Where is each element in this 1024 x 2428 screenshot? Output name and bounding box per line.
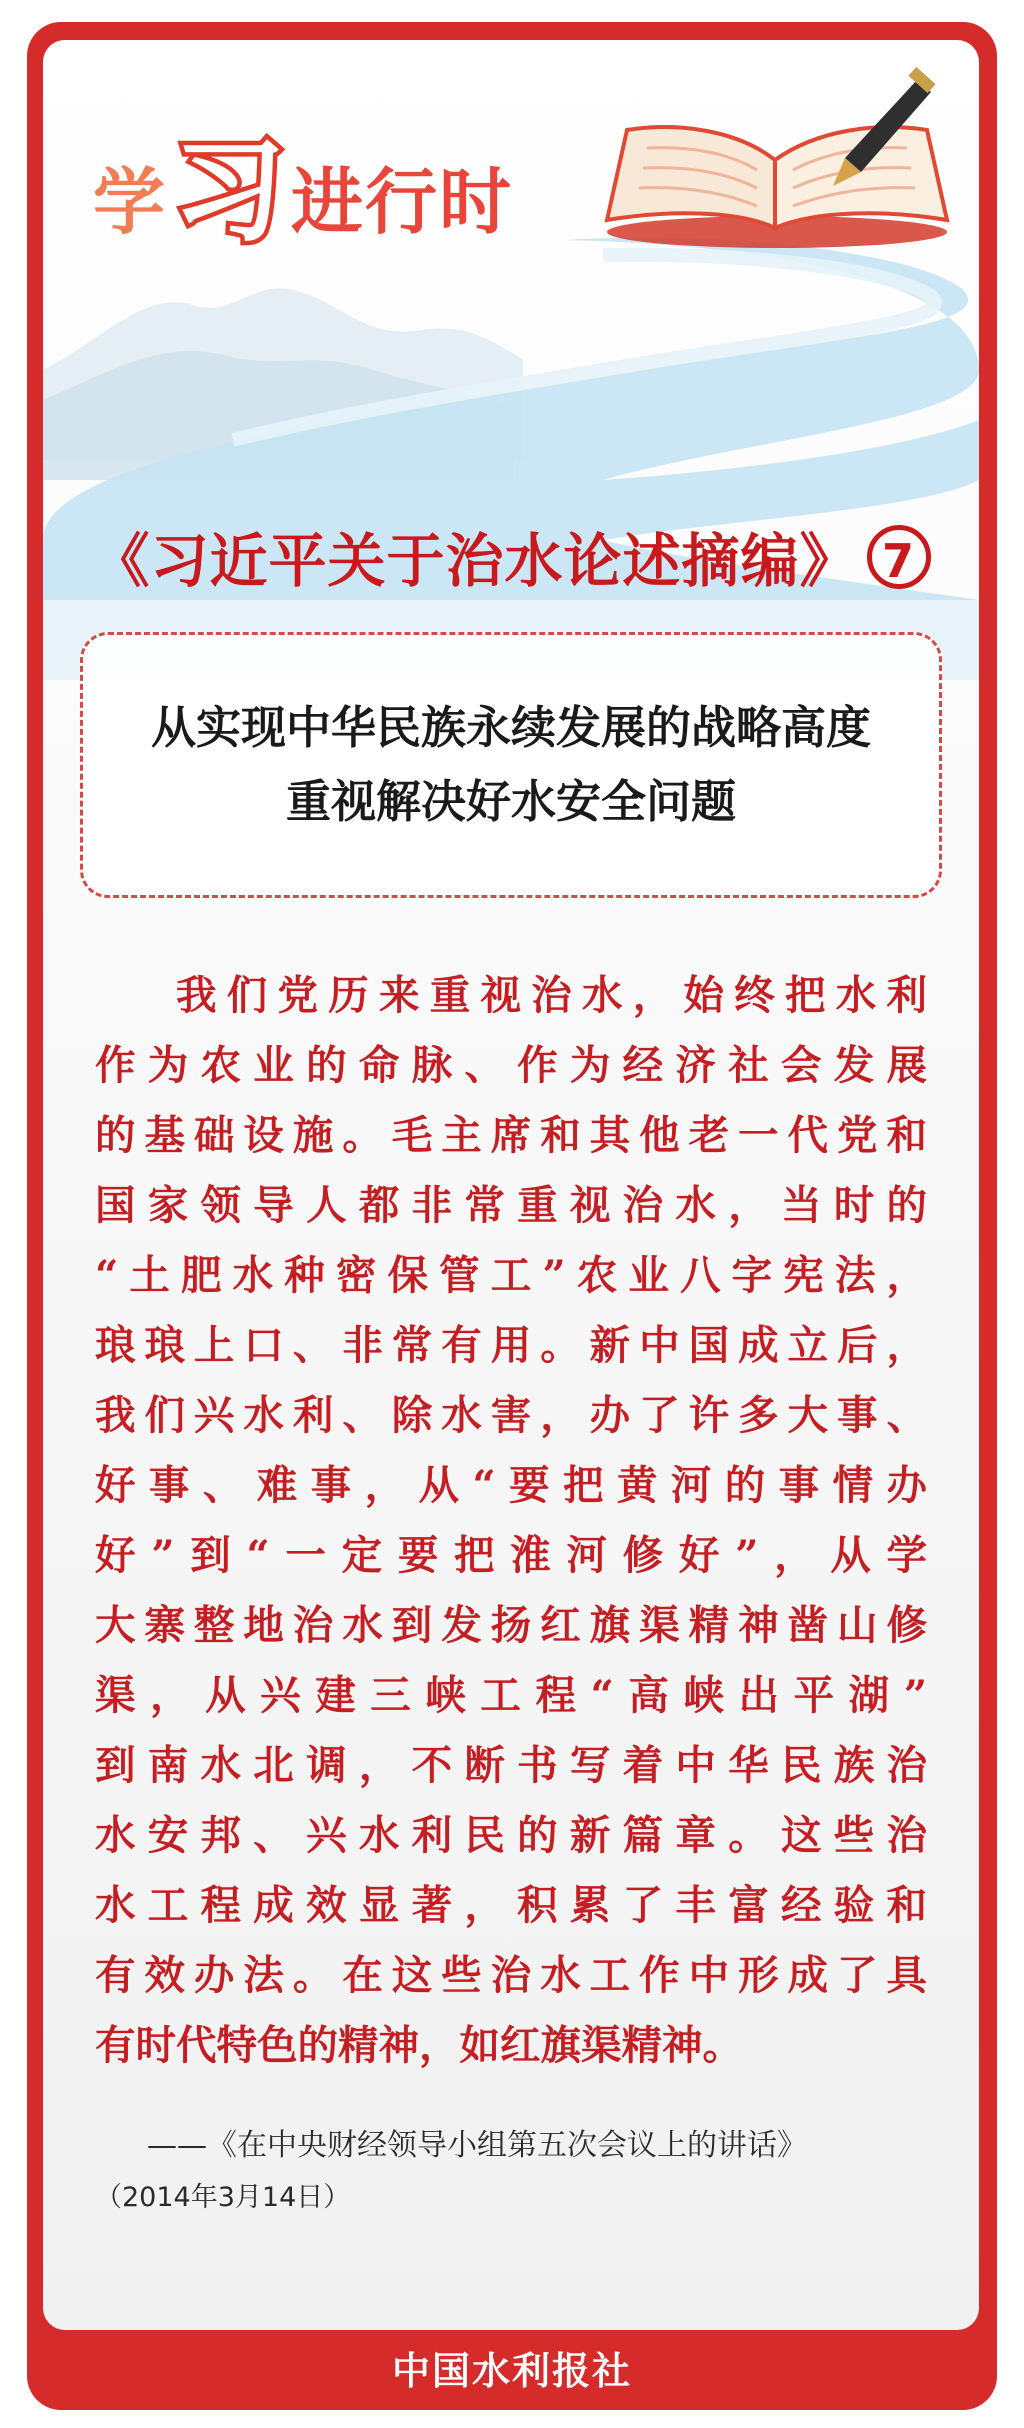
body-line: 作为农业的命脉、作为经济社会发展: [95, 1041, 927, 1089]
series-title: [43, 514, 979, 598]
column-brand-title: [93, 127, 514, 257]
body-line: 水工程成效显著，积累了丰富经验和: [95, 1881, 927, 1929]
body-line: 有时代特色的精神，如红旗渠精神。: [95, 2021, 743, 2069]
body-line: 水安邦、兴水利民的新篇章。这些治: [95, 1811, 927, 1859]
body-line: 渠，从兴建三峡工程“高峡出平湖”: [95, 1671, 927, 1719]
brand-char-xue: 学: [93, 160, 168, 244]
body-line: 有效办法。在这些治水工作中形成了具: [95, 1951, 927, 1999]
body-line: 的基础设施。毛主席和其他老一代党和: [95, 1111, 927, 1159]
topic-line-2: 重视解决好水安全问题: [285, 775, 736, 828]
body-line: 琅琅上口、非常有用。新中国成立后，: [95, 1321, 927, 1369]
topic-box: [80, 632, 942, 898]
series-title-text: 《习近平关于治水论述摘编》: [91, 527, 859, 595]
body-line: “土肥水种密保管工”农业八字宪法，: [95, 1251, 927, 1299]
quote-source: [95, 2120, 935, 2224]
body-line: 大寨整地治水到发扬红旗渠精神凿山修: [95, 1601, 927, 1649]
body-line: 好”到“一定要把淮河修好”，从学: [95, 1531, 927, 1579]
body-line: 到南水北调，不断书写着中华民族治: [95, 1741, 927, 1789]
body-line: 我们兴水利、除水害，办了许多大事、: [95, 1391, 927, 1439]
quote-body: [95, 960, 927, 2080]
source-date: （2014年3月14日）: [95, 2182, 351, 2213]
series-number-badge: 7: [867, 525, 931, 589]
open-book-icon: [587, 60, 957, 260]
body-line: 好事、难事，从“要把黄河的事情办: [95, 1461, 927, 1509]
topic-line-1: 从实现中华民族永续发展的战略高度: [150, 701, 871, 754]
body-line: 我们党历来重视治水，始终把水利: [176, 971, 927, 1019]
publisher-footer: 中国水利报社: [391, 2348, 632, 2393]
body-line: 国家领导人都非常重视治水，当时的: [95, 1181, 927, 1229]
brand-rest: 进行时: [291, 160, 514, 244]
poster-inner-panel: [43, 40, 979, 2330]
brand-char-xi: 习: [173, 127, 286, 257]
source-speech: ——《在中央财经领导小组第五次会议上的讲话》: [147, 2128, 807, 2163]
